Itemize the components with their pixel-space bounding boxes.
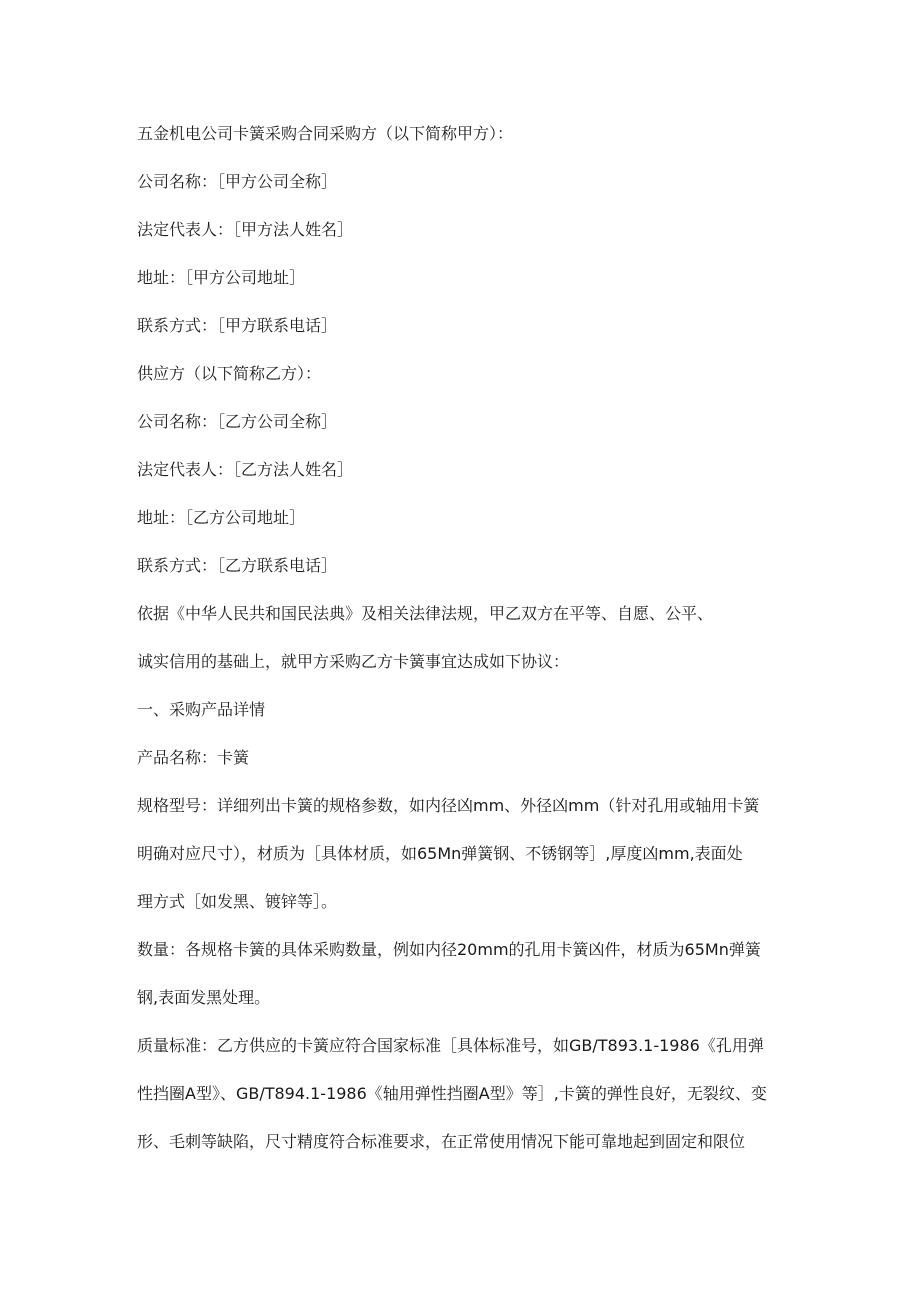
spec-line-3: 理方式［如发黑、镀锌等］。 <box>137 892 338 911</box>
quantity-line-1: 数量：各规格卡簧的具体采购数量，例如内径20mm的孔用卡簧凶件，材质为65Mn弹簧 <box>137 940 761 959</box>
section-heading-1: 一、采购产品详情 <box>137 700 266 719</box>
supplier-legal-representative: 法定代表人：［乙方法人姓名］ <box>137 460 354 479</box>
supplier-address: 地址：［乙方公司地址］ <box>137 508 306 527</box>
buyer-contact: 联系方式：［甲方联系电话］ <box>137 316 338 335</box>
quantity-line-2: 钢,表面发黑处理。 <box>137 988 271 1007</box>
quality-line-1: 质量标准：乙方供应的卡簧应符合国家标准［具体标准号，如GB/T893.1-1986《孔用弹 <box>137 1036 764 1055</box>
buyer-address: 地址：［甲方公司地址］ <box>137 268 306 287</box>
document-page <box>137 124 792 1180</box>
buyer-legal-representative: 法定代表人：［甲方法人姓名］ <box>137 220 354 239</box>
spec-line-1: 规格型号：详细列出卡簧的规格参数，如内径凶mm、外径凶mm（针对孔用或轴用卡簧 <box>137 796 760 815</box>
preamble-line-2: 诚实信用的基础上，就甲方采购乙方卡簧事宜达成如下协议： <box>137 652 570 671</box>
supplier-heading: 供应方（以下简称乙方）： <box>137 364 322 383</box>
buyer-company-name: 公司名称：［甲方公司全称］ <box>137 172 338 191</box>
preamble-line-1: 依据《中华人民共和国民法典》及相关法律法规，甲乙双方在平等、自愿、公平、 <box>137 604 714 623</box>
supplier-contact: 联系方式：［乙方联系电话］ <box>137 556 338 575</box>
document-title: 五金机电公司卡簧采购合同采购方（以下简称甲方）： <box>137 124 514 143</box>
quality-line-3: 形、毛刺等缺陷，尺寸精度符合标准要求，在正常使用情况下能可靠地起到固定和限位 <box>137 1132 746 1151</box>
spec-line-2: 明确对应尺寸），材质为［具体材质，如65Mn弹簧钢、不锈钢等］,厚度凶mm,表面处 <box>137 844 743 863</box>
supplier-company-name: 公司名称：［乙方公司全称］ <box>137 412 338 431</box>
quality-line-2: 性挡圈A型》、GB/T894.1-1986《轴用弹性挡圈A型》等］,卡簧的弹性良好，无裂纹、变 <box>137 1084 767 1103</box>
product-name: 产品名称：卡簧 <box>137 748 250 767</box>
